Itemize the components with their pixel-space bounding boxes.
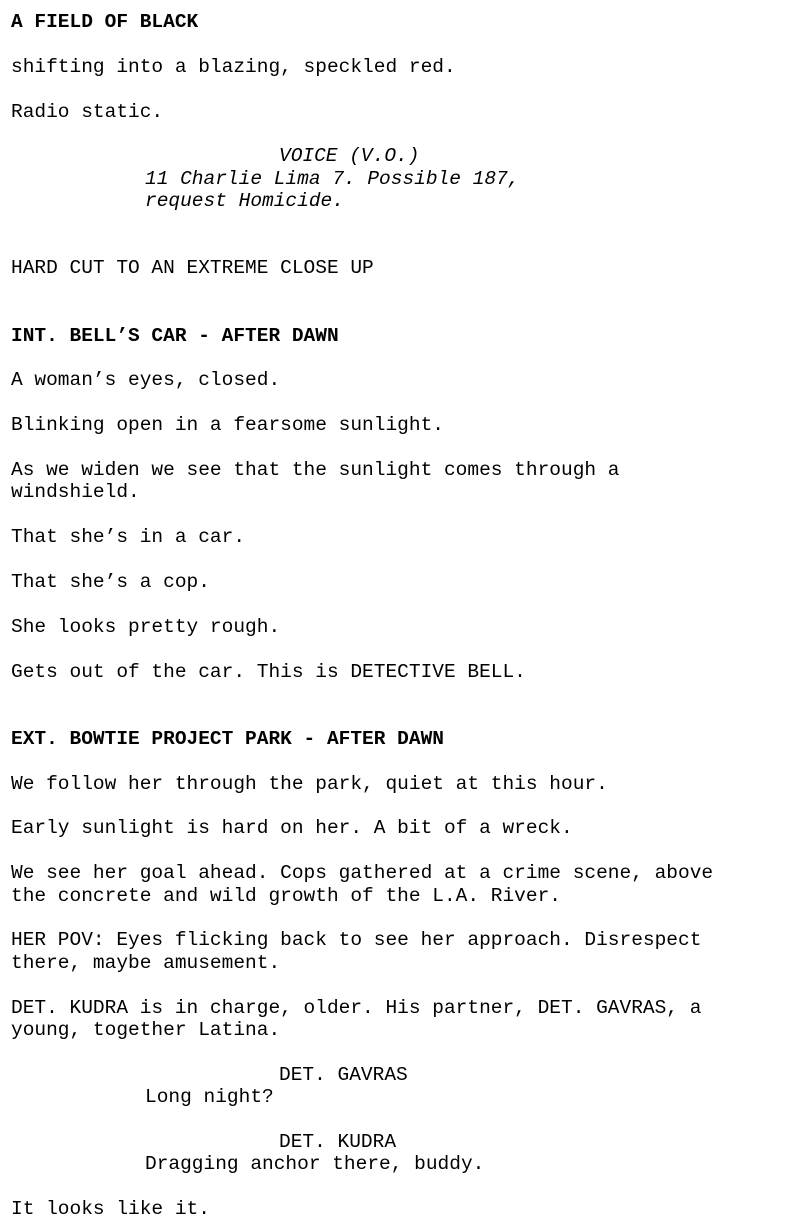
action-line: A woman’s eyes, closed. <box>11 369 281 392</box>
scene-heading: INT. BELL’S CAR - AFTER DAWN <box>11 324 339 347</box>
action-line: DET. KUDRA is in charge, older. His partner, DET. GAVRAS, a <box>11 996 702 1019</box>
action-line: As we widen we see that the sunlight comes through a <box>11 459 620 481</box>
character-name: VOICE (V.O.) <box>279 145 420 168</box>
action-line: That she’s in a car. <box>11 526 246 549</box>
dialogue-line: Dragging anchor there, buddy. <box>145 1153 485 1176</box>
dialogue-line: Long night? <box>145 1086 274 1109</box>
dialogue-line: request Homicide. <box>145 190 344 213</box>
action-line: That she’s a cop. <box>11 571 210 593</box>
action-line: shifting into a blazing, speckled red. <box>11 55 456 78</box>
transition-line: HARD CUT TO AN EXTREME CLOSE UP <box>11 257 374 280</box>
action-line: the concrete and wild growth of the L.A. River. <box>11 884 561 907</box>
character-name: DET. GAVRAS <box>279 1063 408 1086</box>
action-line: We see her goal ahead. Cops gathered at a crime scene, above <box>11 862 714 885</box>
screenplay-page <box>11 11 796 1221</box>
action-line: Radio static. <box>11 100 164 123</box>
dialogue-line: 11 Charlie Lima 7. Possible 187, <box>145 167 520 190</box>
action-line: We follow her through the park, quiet at this hour. <box>11 772 608 795</box>
action-line: Blinking open in a fearsome sunlight. <box>11 414 444 437</box>
action-line: young, together Latina. <box>11 1019 281 1041</box>
action-line: It looks like it. <box>11 1198 210 1221</box>
scene-heading: EXT. BOWTIE PROJECT PARK - AFTER DAWN <box>11 727 444 750</box>
action-line: Gets out of the car. This is DETECTIVE BELL. <box>11 660 526 683</box>
action-line: She looks pretty rough. <box>11 615 281 638</box>
character-name: DET. KUDRA <box>279 1131 397 1153</box>
action-line: there, maybe amusement. <box>11 951 281 974</box>
action-line: windshield. <box>11 481 140 504</box>
action-line: HER POV: Eyes flicking back to see her approach. Disrespect <box>11 929 702 952</box>
action-line: Early sunlight is hard on her. A bit of a wreck. <box>11 817 573 840</box>
scene-intro-heading: A FIELD OF BLACK <box>11 11 199 33</box>
